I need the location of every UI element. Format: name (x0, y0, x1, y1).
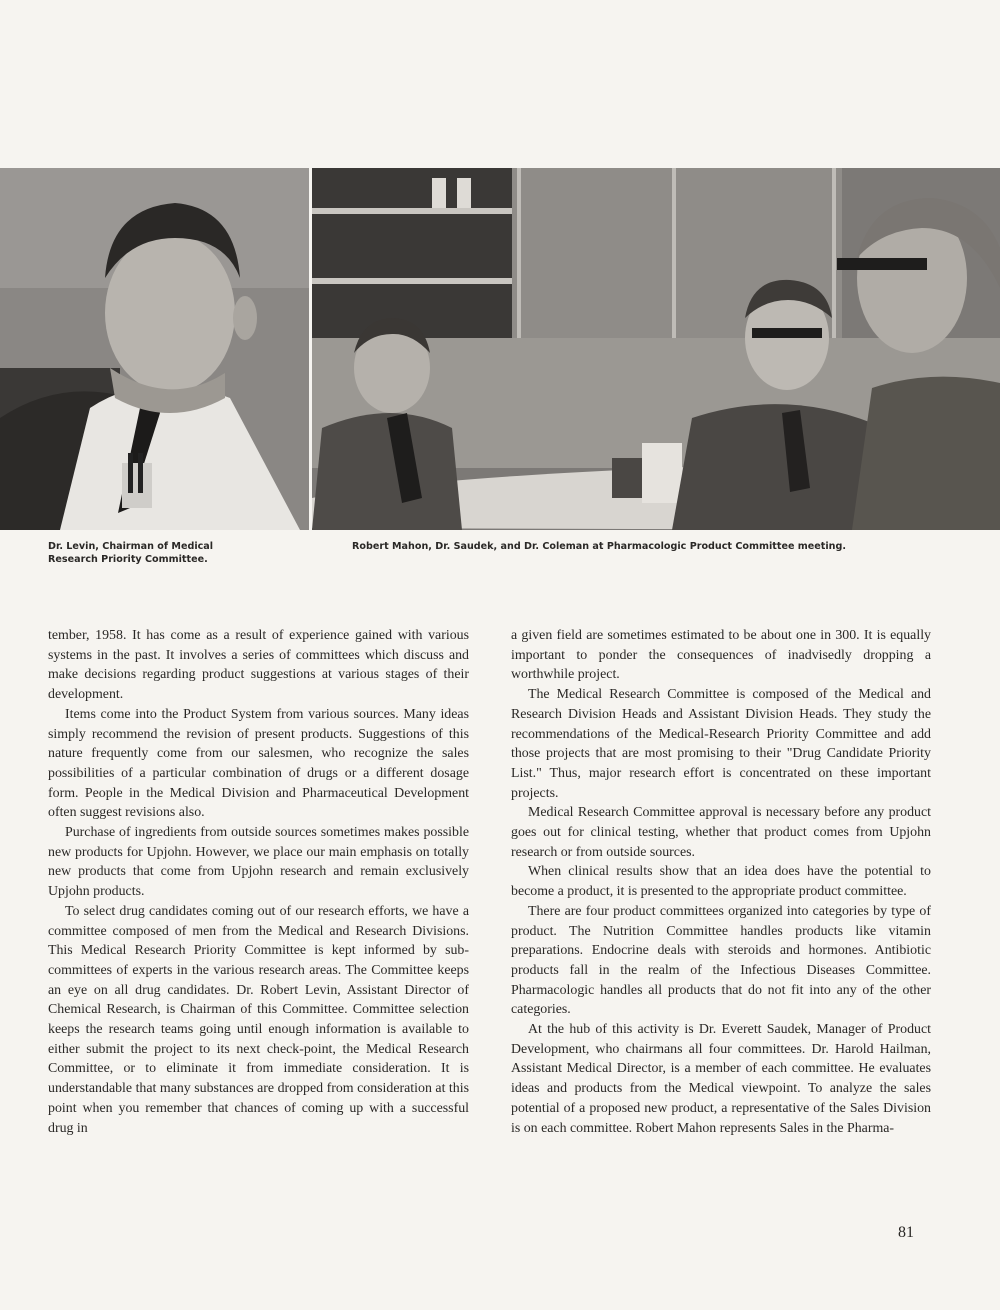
photo-caption-left: Dr. Levin, Chairman of Medical Research Priority Committee. (48, 541, 214, 565)
portrait-photo (0, 168, 309, 530)
paragraph: Purchase of ingredients from outside sources sometimes makes possible new products for Upjohn. However, we place our main emphasis on totally new products that come from Upjohn research and remain exclusively Upjohn products. (48, 825, 469, 900)
meeting-image (312, 168, 1000, 530)
paragraph: To select drug candidates coming out of our research efforts, we have a committee composed of men from the Medical and Research Divisions. This Medical Research Priority Committee is kept informed by sub-committees of experts in the various research areas. The Committee keeps an eye on all drug candidates. Dr. Robert Levin, Assistant Director of Chemical Research, is Chairman of this Committee. Committee selection keeps the research teams going until enough information is available to either submit the project to its next check-point, the Medical Research Committee, or to eliminate it from immediate consideration. It is understandable that many substances are dropped from consideration at this point when you remember that chances of coming up with a successful drug in (48, 903, 469, 1136)
paragraph: When clinical results show that an idea does have the potential to become a product, it is presented to the appropriate product committee. (511, 864, 931, 900)
paragraph: a given field are sometimes estimated to be about one in 300. It is equally important to ponder the consequences of inadvisedly dropping a worthwhile project. (511, 628, 931, 683)
paragraph: At the hub of this activity is Dr. Everett Saudek, Manager of Product Development, who chairmans all four committees. Dr. Harold Hailman, Assistant Medical Director, is a member of each committee. He evaluates ideas and products from the Medical viewpoint. To analyze the sales potential of a proposed new product, a representative of the Sales Division is on each committee. Robert Mahon represents Sales in the Pharma- (511, 1022, 931, 1136)
paragraph: Medical Research Committee approval is necessary before any product goes out for clinical testing, whether that product comes from Upjohn research or from outside sources. (511, 805, 931, 860)
text-column-right (511, 626, 931, 1138)
meeting-photo (312, 168, 1000, 530)
page-number: 81 (898, 1224, 914, 1241)
photo-caption-right: Robert Mahon, Dr. Saudek, and Dr. Coleman at Pharmacologic Product Committee meeting. (352, 541, 847, 552)
paragraph: tember, 1958. It has come as a result of experience gained with various systems in the past. It involves a series of committees which discuss and make decisions regarding product suggestions at various stages of their development. (48, 628, 469, 703)
portrait-image (0, 168, 309, 530)
paragraph: The Medical Research Committee is composed of the Medical and Research Division Heads and Assistant Division Heads. They study the recommendations of the Medical-Research Priority Committee and add those projects that are most promising to their "Drug Candidate Priority List." Thus, major research effort is concentrated on these important projects. (511, 687, 931, 801)
paragraph: There are four product committees organized into categories by type of product. The Nutrition Committee handles products like vitamin preparations. Endocrine deals with steroids and hormones. Antibiotic products fall in the realm of the Infectious Diseases Committee. Pharmacologic handles all products that do not fit into any of the other categories. (511, 903, 931, 1018)
paragraph: Items come into the Product System from various sources. Many ideas simply recommend the revision of present products. Suggestions of this nature frequently come from our salesmen, who recognize the sales possibilities of a particular combination of drugs or a different dosage form. People in the Medical Division and Pharmaceutical Development often suggest revisions also. (48, 706, 469, 821)
text-column-left (48, 626, 469, 1138)
